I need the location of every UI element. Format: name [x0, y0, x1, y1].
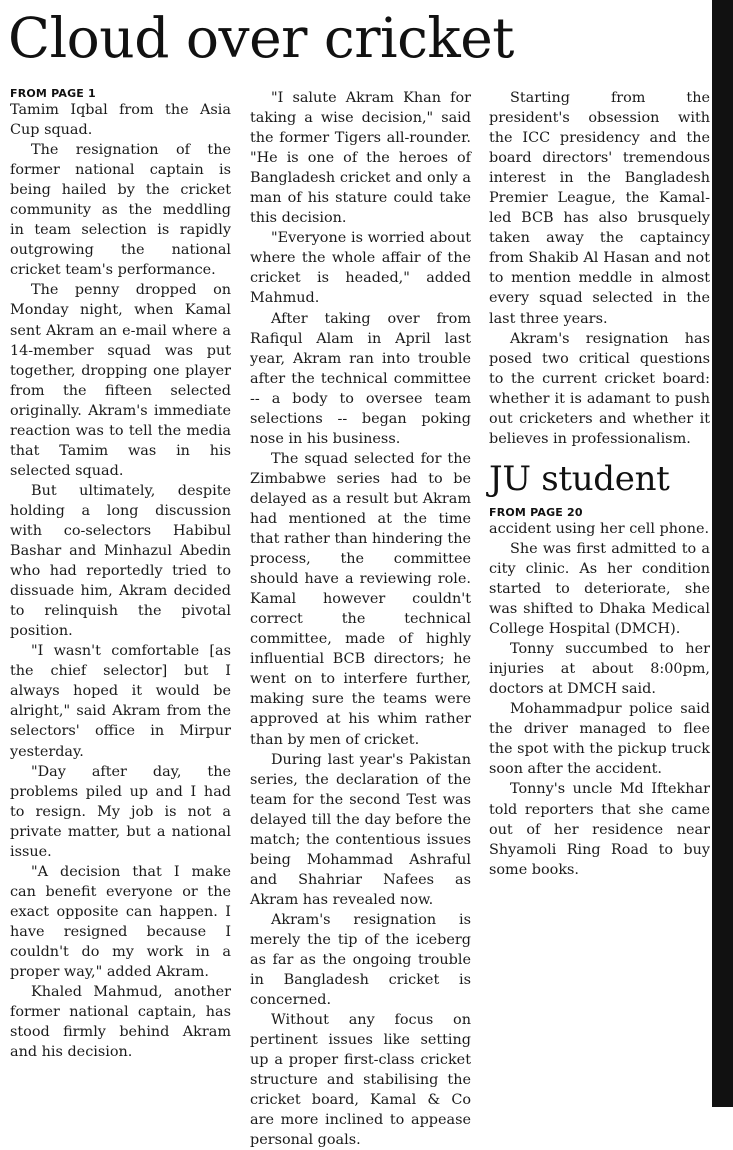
paragraph: "I salute Akram Khan for taking a wise decision," said the former Tigers all-rounder. "He is one of the heroes of Bangladesh cricket and only a man of his stature could take this decision. [250, 90, 471, 227]
column-2 [250, 88, 471, 1150]
paragraph: Khaled Mahmud, another former national captain, has stood firmly behind Akram and his decision. [10, 984, 231, 1061]
paragraph: "Everyone is worried about where the whole affair of the cricket is headed," added Mahmud. [250, 230, 471, 307]
story1-kicker: FROM PAGE 1 [10, 87, 96, 100]
headline: Cloud over cricket [8, 6, 514, 70]
story2-kicker: FROM PAGE 20 [489, 505, 583, 519]
paragraph: Starting from the president's obsession with the ICC presidency and the board directors' tremendous interest in the Bangladesh Premier League, the Kamal-led BCB has also brusquely taken away the captaincy from Shakib Al Hasan and not to mention meddle in almost every squad selected in the last three years. [489, 90, 710, 327]
paragraph: She was first admitted to a city clinic. As her condition started to deteriorate, she was shifted to Dhaka Medical College Hospital (DMCH). [489, 540, 710, 638]
paragraph: The penny dropped on Monday night, when Kamal sent Akram an e-mail where a 14-member squad was put together, dropping one player from the fifteen selected originally. Akram's immediate reaction was to tell the media that Tamim was in his selected squad. [10, 282, 231, 479]
paragraph: Akram's resignation is merely the tip of the iceberg as far as the ongoing trouble in Bangladesh cricket is concerned. [250, 911, 471, 1009]
paragraph: The squad selected for the Zimbabwe series had to be delayed as a result but Akram had mentioned at the time that rather than hindering the process, the committee should have a reviewing role. Kamal however couldn't correct the technical committee, made of highly influential BCB directors; he went on to interfere further, making sure the teams were approved at his whim rather than by men of cricket. [250, 450, 471, 748]
paragraph: Mohammadpur police said the driver managed to flee the spot with the pickup truck soon after the accident. [489, 701, 710, 778]
column-1 [10, 88, 231, 1062]
paragraph: "A decision that I make can benefit everyone or the exact opposite can happen. I have resigned because I couldn't do my work in a proper way," added Akram. [10, 863, 231, 981]
paragraph: "I wasn't comfortable [as the chief selector] but I always hoped it would be alright," said Akram from the selectors' office in Mirpur yesterday. [10, 643, 231, 760]
scan-edge [712, 0, 733, 1107]
paragraph: accident using her cell phone. [489, 520, 710, 537]
paragraph: Tonny's uncle Md Iftekhar told reporters that she came out of her residence near Shyamoli Ring Road to buy some books. [489, 781, 710, 878]
paragraph: "Day after day, the problems piled up and I had to resign. My job is not a private matter, but a national issue. [10, 763, 231, 860]
paragraph: Tonny succumbed to her injuries at about 8:00pm, doctors at DMCH said. [489, 641, 710, 698]
paragraph: Akram's resignation has posed two critical questions to the current cricket board: whether it is adamant to push out cricketers and whether it believes in professionalism. [489, 330, 710, 447]
paragraph: Tamim Iqbal from the Asia Cup squad. [10, 102, 231, 139]
paragraph: During last year's Pakistan series, the declaration of the team for the second Test was delayed till the day before the match; the contentious issues being Mohammad Ashraful and Shahriar Nafees as Akram has revealed now. [250, 751, 471, 908]
story2-headline: JU student [489, 458, 670, 499]
column-3 [489, 88, 710, 880]
paragraph: But ultimately, despite holding a long discussion with co-selectors Habibul Bashar and Minhazul Abedin who had reportedly tried to dissuade him, Akram decided to relinquish the pivotal position. [10, 482, 231, 640]
paragraph: Without any focus on pertinent issues like setting up a proper first-class cricket structure and stabilising the cricket board, Kamal & Co are more inclined to appease personal goals. [250, 1012, 471, 1149]
paragraph: The resignation of the former national captain is being hailed by the cricket community as the meddling in team selection is rapidly outgrowing the national cricket team's performance. [10, 142, 231, 279]
paragraph: After taking over from Rafiqul Alam in April last year, Akram ran into trouble after the technical committee -- a body to oversee team selections -- began poking nose in his business. [250, 310, 471, 447]
